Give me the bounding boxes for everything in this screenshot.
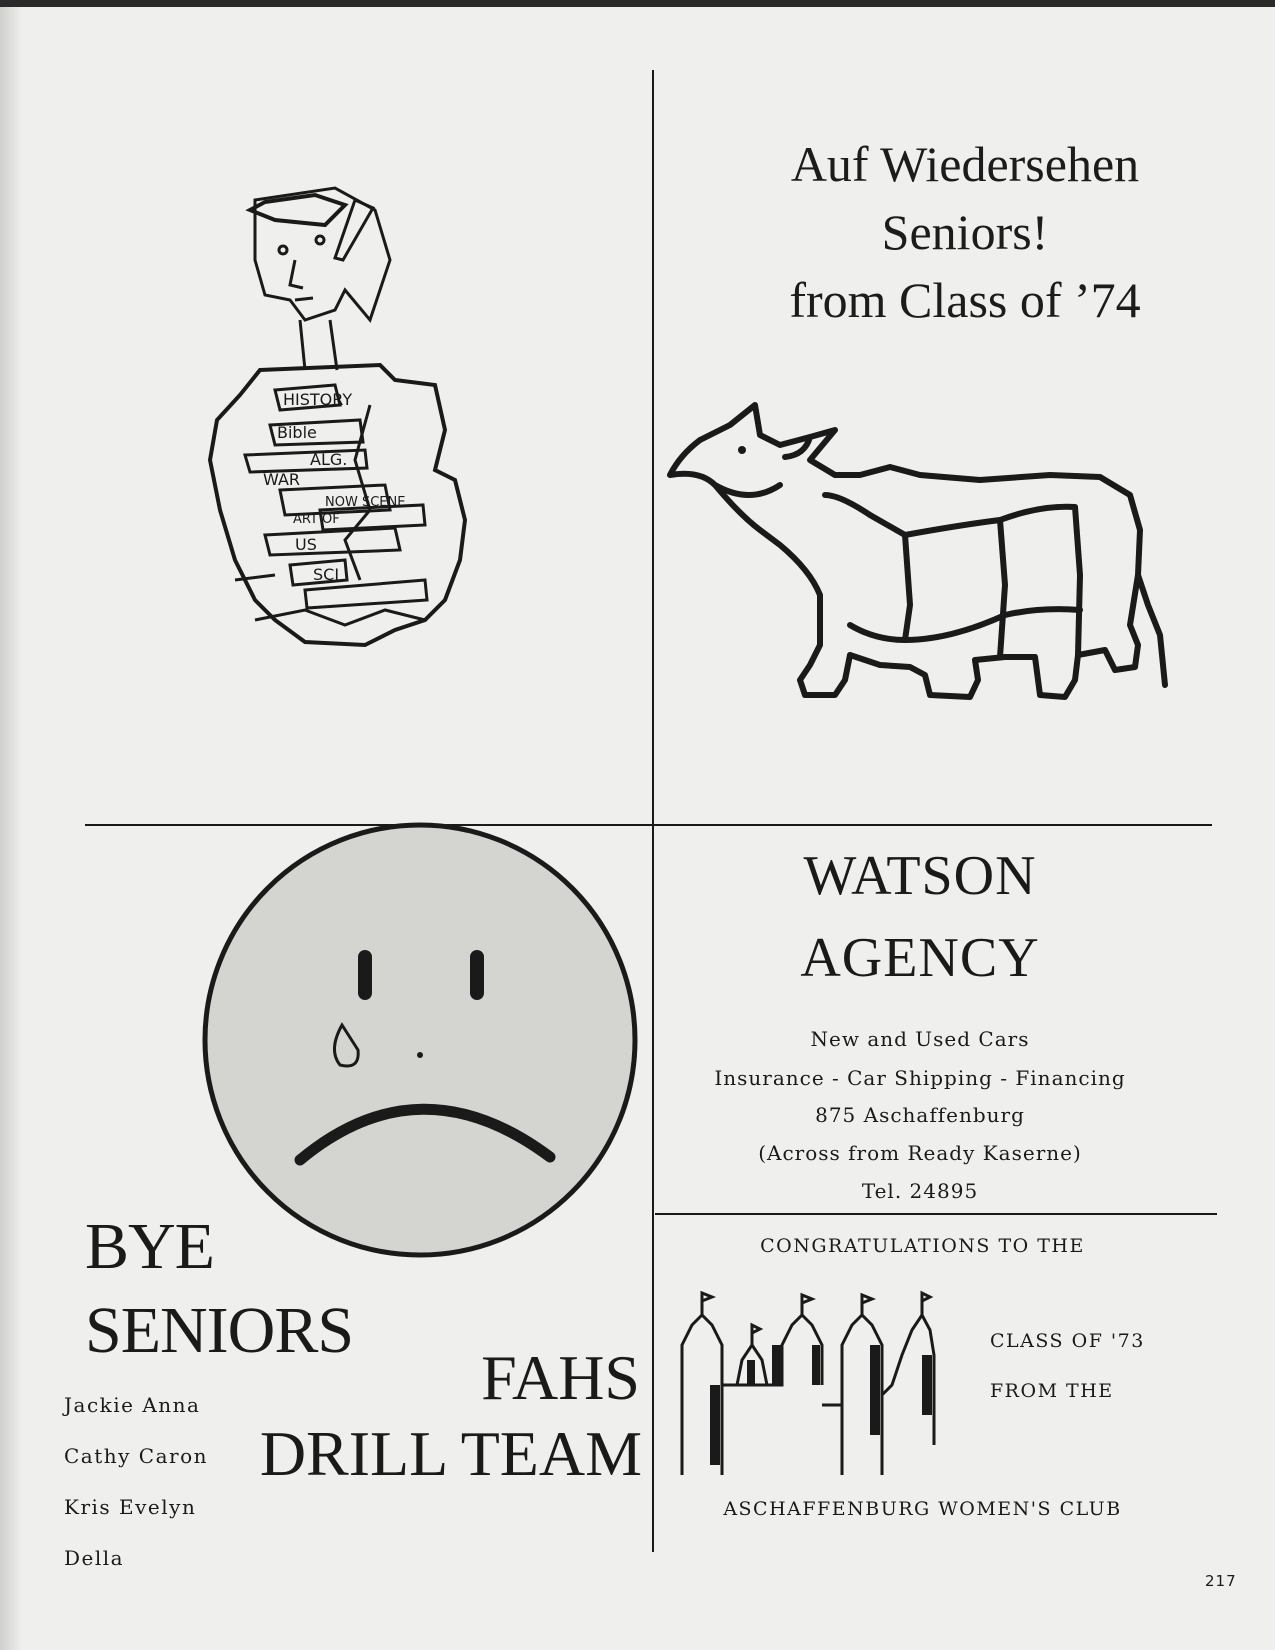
book-label-art: ART OF — [293, 512, 340, 527]
farewell-headline-line-3: from Class of ’74 — [789, 272, 1141, 328]
scan-binding-shadow — [0, 7, 22, 1650]
watson-address: 875 Aschaffenburg — [815, 1103, 1025, 1127]
member-name: Cathy Caron — [64, 1444, 209, 1468]
watson-services-insurance: Insurance - Car Shipping - Financing — [714, 1066, 1126, 1090]
watson-phone: Tel. 24895 — [861, 1179, 979, 1203]
student-with-books-drawing — [195, 180, 515, 680]
watson-agency-name — [650, 835, 1190, 999]
sad-face-drawing — [200, 845, 640, 1245]
member-name: Della — [64, 1546, 125, 1570]
congratulations-line: CONGRATULATIONS TO THE — [760, 1235, 1085, 1257]
from-the-line: FROM THE — [990, 1380, 1114, 1402]
member-name: Kris Evelyn — [64, 1495, 197, 1519]
horizontal-divider-right — [655, 1213, 1217, 1215]
castle-drawing — [672, 1285, 962, 1475]
farewell-headline — [660, 130, 1270, 334]
bye-seniors-headline — [85, 1205, 353, 1373]
watson-name-line-2: AGENCY — [800, 927, 1040, 989]
book-label-war: WAR — [263, 470, 301, 489]
book-label-now-scene: NOW SCENE — [325, 495, 406, 510]
class-of-73-line: CLASS OF '73 — [990, 1330, 1145, 1352]
farewell-headline-line-1: Auf Wiedersehen — [790, 136, 1140, 192]
seniors-line: SENIORS — [85, 1294, 354, 1367]
farewell-headline-line-2: Seniors! — [881, 204, 1049, 260]
watson-services-cars: New and Used Cars — [810, 1027, 1030, 1051]
page-number: 217 — [1205, 1572, 1237, 1590]
book-label-history: HISTORY — [283, 390, 353, 409]
womens-club-name: ASCHAFFENBURG WOMEN'S CLUB — [723, 1498, 1122, 1520]
member-name: Jackie Anna — [64, 1393, 201, 1417]
drill-team-title: DRILL TEAM — [259, 1418, 642, 1489]
book-label-bible: Bible — [277, 423, 317, 442]
horizontal-divider-middle — [85, 824, 1212, 826]
watson-name-line-1: WATSON — [803, 845, 1037, 907]
watson-location-note: (Across from Ready Kaserne) — [758, 1141, 1082, 1165]
vertical-divider — [652, 70, 654, 1552]
book-label-us: US — [295, 535, 317, 554]
rhinoceros-drawing — [660, 395, 1220, 755]
book-label-alg: ALG. — [310, 450, 348, 469]
bye-line: BYE — [85, 1210, 214, 1283]
scan-top-edge — [0, 0, 1275, 7]
book-label-sci: SCI — [313, 565, 340, 584]
fahs-title: FAHS — [481, 1342, 640, 1413]
